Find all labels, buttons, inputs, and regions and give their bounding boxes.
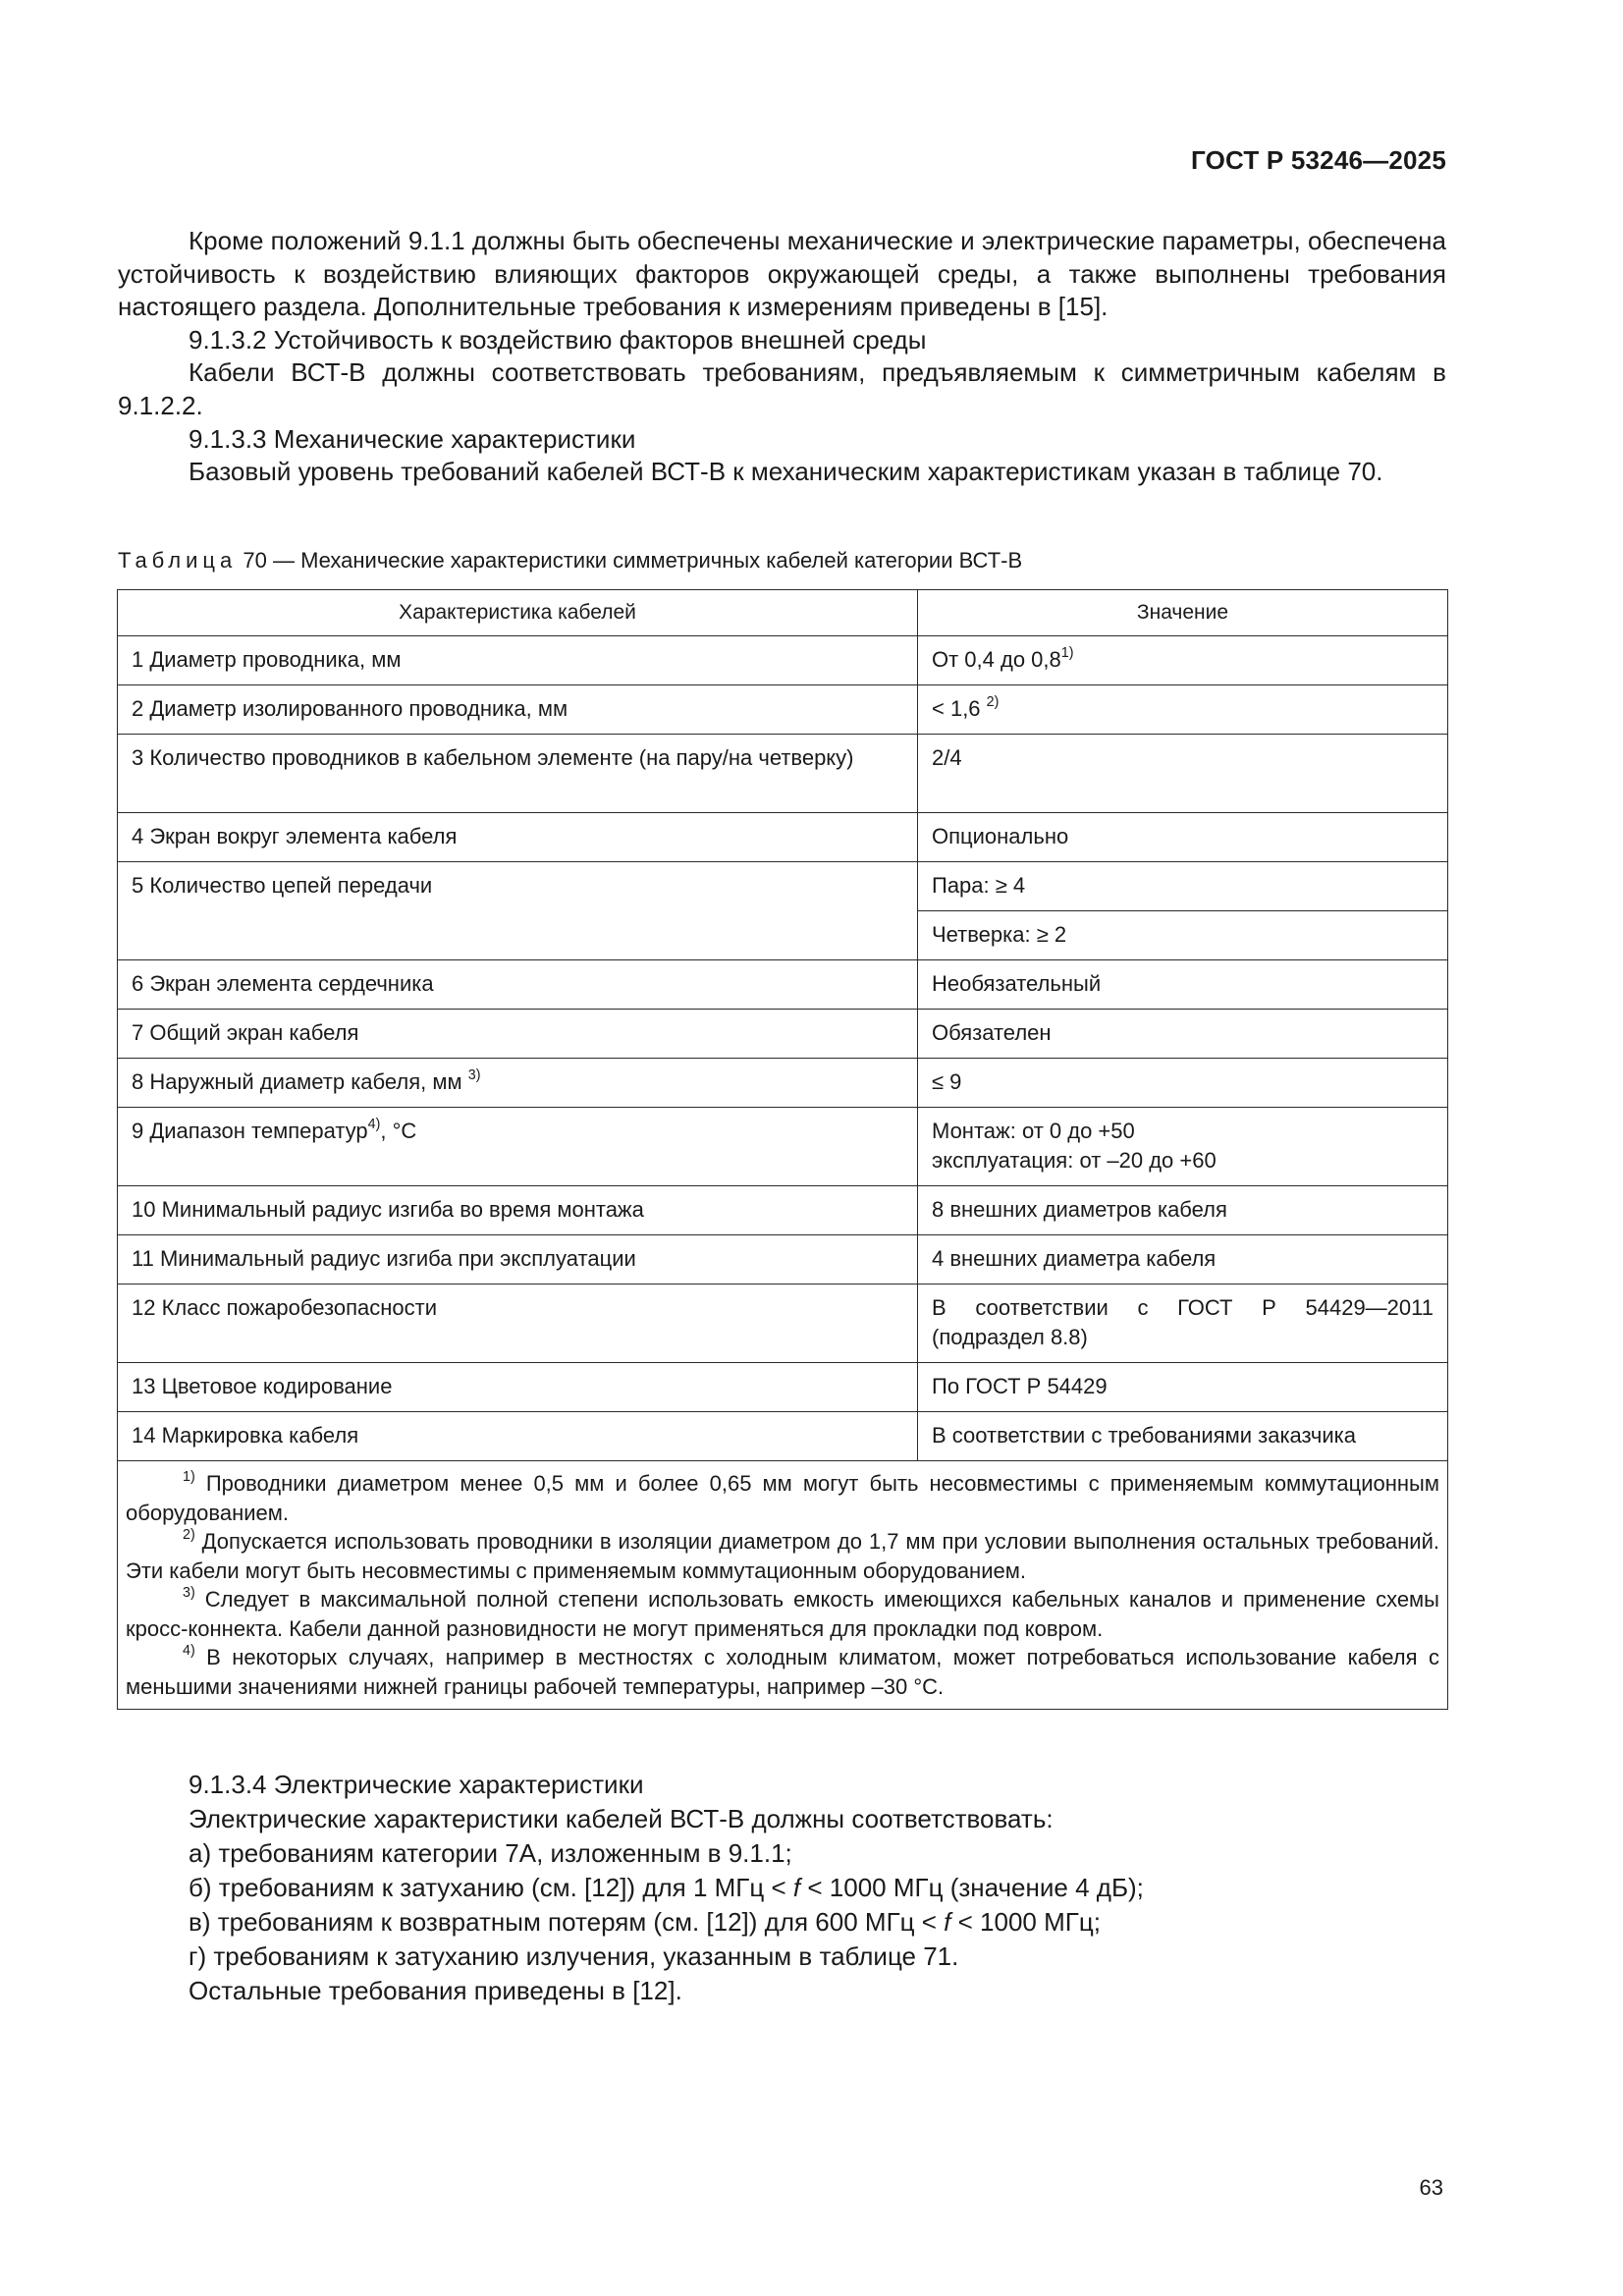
row-name [118,1059,918,1108]
mechanical-characteristics-table [117,589,1448,1710]
electrical-lead: Электрические характеристики кабелей ВСТ-В должны соответствовать: [189,1804,1054,1833]
table-header-row [118,590,1448,636]
row-name: 5 Количество цепей передачи [118,862,918,960]
footnote-text: Проводники диаметром менее 0,5 мм и более 0,65 мм могут быть несовместимы с применяемым коммутационным оборудованием. [126,1471,1439,1525]
row-name: 12 Класс пожаробезопасности [118,1285,918,1363]
item-text: в) требованиям к возвратным потерям (см. [12]) для 600 МГц < [189,1907,945,1937]
name-text: 9 Диапазон температур [132,1119,368,1143]
row-value [918,1108,1448,1186]
table-row [118,813,1448,862]
intro-paragraph: Кроме положений 9.1.1 должны быть обеспечены механические и электрические параметры, обеспечена устойчивость к воздействию влияющих факторов окружающей среды, а также выполнены требования настоящего раздела. Дополнительные требования к измерениям приведены в [15]. [118,226,1446,322]
row-name [118,1108,918,1186]
row-name: 7 Общий экран кабеля [118,1010,918,1059]
standard-code: ГОСТ Р 53246—2025 [1191,145,1446,175]
row-value: По ГОСТ Р 54429 [918,1363,1448,1412]
header-value: Значение [918,590,1448,636]
row-name: 1 Диаметр проводника, мм [118,636,918,685]
environment-paragraph: Кабели ВСТ-В должны соответствовать требованиям, предъявляемым к симметричным кабелям в 9.1.2.2. [118,357,1446,420]
row-value [918,685,1448,735]
row-value: 8 внешних диаметров кабеля [918,1186,1448,1235]
footnote-mark: 3) [183,1584,195,1601]
footnote [126,1585,1439,1643]
table-row [118,1235,1448,1285]
row-value: Необязательный [918,960,1448,1010]
table-footnotes [118,1461,1448,1710]
table-caption [118,546,1022,575]
section-heading-9-1-3-4: 9.1.3.4 Электрические характеристики [189,1770,644,1799]
row-name: 10 Минимальный радиус изгиба во время монтажа [118,1186,918,1235]
header-characteristic: Характеристика кабелей [118,590,918,636]
table-row [118,1363,1448,1412]
row-value: В соответствии с ГОСТ Р 54429—2011 (подраздел 8.8) [918,1285,1448,1363]
footnote-mark: 1) [183,1468,195,1485]
name-suffix: , °С [380,1119,417,1143]
table-row [118,862,1448,911]
row-value: 4 внешних диаметра кабеля [918,1235,1448,1285]
row-value: ≤ 9 [918,1059,1448,1108]
row-value: Опционально [918,813,1448,862]
footnote-ref: 4) [367,1116,381,1132]
list-item-d: г) требованиям к затуханию излучения, указанным в таблице 71. [189,1941,959,1971]
table-row [118,960,1448,1010]
table-row [118,1059,1448,1108]
row-name: 14 Маркировка кабеля [118,1412,918,1461]
row-value-pair: Пара: ≥ 4 [918,862,1448,911]
name-text: 8 Наружный диаметр кабеля, мм [132,1069,462,1094]
row-name: 2 Диаметр изолированного проводника, мм [118,685,918,735]
page-number: 63 [1419,2175,1443,2200]
footnote-text: В некоторых случаях, например в местностях с холодным климатом, может потребоваться использование кабеля с меньшими значениями нижней границы рабочей температуры, например –30 °С. [126,1645,1439,1699]
footnote-ref: 3) [467,1066,481,1083]
footnote [126,1643,1439,1701]
list-item-a: а) требованиям категории 7А, изложенным в 9.1.1; [189,1838,792,1868]
footnote-text: Допускается использовать проводники в изоляции диаметром до 1,7 мм при условии выполнения остальных требований. Эти кабели могут быть несовместимы с применяемым коммутационным оборудованием. [126,1529,1439,1583]
table-caption-label: Таблица [118,548,238,573]
footnote-ref: 1) [1060,644,1074,661]
footnote-mark: 4) [183,1642,195,1659]
electrical-section [118,1768,1446,2008]
row-name: 13 Цветовое кодирование [118,1363,918,1412]
value-text: < 1,6 [932,696,981,721]
row-value: В соответствии с требованиями заказчика [918,1412,1448,1461]
row-name: 6 Экран элемента сердечника [118,960,918,1010]
table-row [118,735,1448,813]
footnote [126,1527,1439,1585]
value-line: Монтаж: от 0 до +50 [932,1119,1135,1143]
intro-section [118,225,1446,489]
table-row [118,1186,1448,1235]
table-footnotes-row [118,1461,1448,1710]
table-row [118,1412,1448,1461]
row-value [918,636,1448,685]
footnote-ref: 2) [986,693,1000,710]
table-row [118,1108,1448,1186]
row-value: 2/4 [918,735,1448,813]
value-text: От 0,4 до 0,8 [932,647,1061,672]
list-item-c [118,1905,1446,1940]
item-text: < 1000 МГц; [950,1907,1101,1937]
closing-paragraph: Остальные требования приведены в [12]. [189,1976,682,2005]
row-value-quad: Четверка: ≥ 2 [918,911,1448,960]
row-value: Обязателен [918,1010,1448,1059]
table-caption-text: 70 — Механические характеристики симметричных кабелей категории ВСТ-В [243,548,1023,573]
table-row [118,685,1448,735]
row-name: 3 Количество проводников в кабельном элементе (на пару/на четверку) [118,735,918,813]
value-line: эксплуатация: от –20 до +60 [932,1148,1217,1173]
footnote-mark: 2) [183,1526,195,1543]
frequency-variable: f [792,1873,801,1902]
section-heading-9-1-3-2: 9.1.3.2 Устойчивость к воздействию факторов внешней среды [189,324,927,355]
item-text: < 1000 МГц (значение 4 дБ); [800,1873,1144,1902]
table-row [118,1285,1448,1363]
item-text: б) требованиям к затуханию (см. [12]) для 1 МГц < [189,1873,793,1902]
frequency-variable: f [944,1907,951,1937]
table-row [118,1010,1448,1059]
row-name: 11 Минимальный радиус изгиба при эксплуатации [118,1235,918,1285]
section-heading-9-1-3-3: 9.1.3.3 Механические характеристики [189,423,636,454]
table-row [118,636,1448,685]
list-item-b [118,1871,1446,1905]
row-name: 4 Экран вокруг элемента кабеля [118,813,918,862]
footnote-text: Следует в максимальной полной степени использовать емкость имеющихся кабельных каналов и применение схемы кросс-коннекта. Кабели данной разновидности не могут применяться для прокладки под ковром. [126,1587,1439,1641]
footnote [126,1469,1439,1527]
mechanical-paragraph: Базовый уровень требований кабелей ВСТ-В к механическим характеристикам указан в таблице 70. [189,457,1383,487]
